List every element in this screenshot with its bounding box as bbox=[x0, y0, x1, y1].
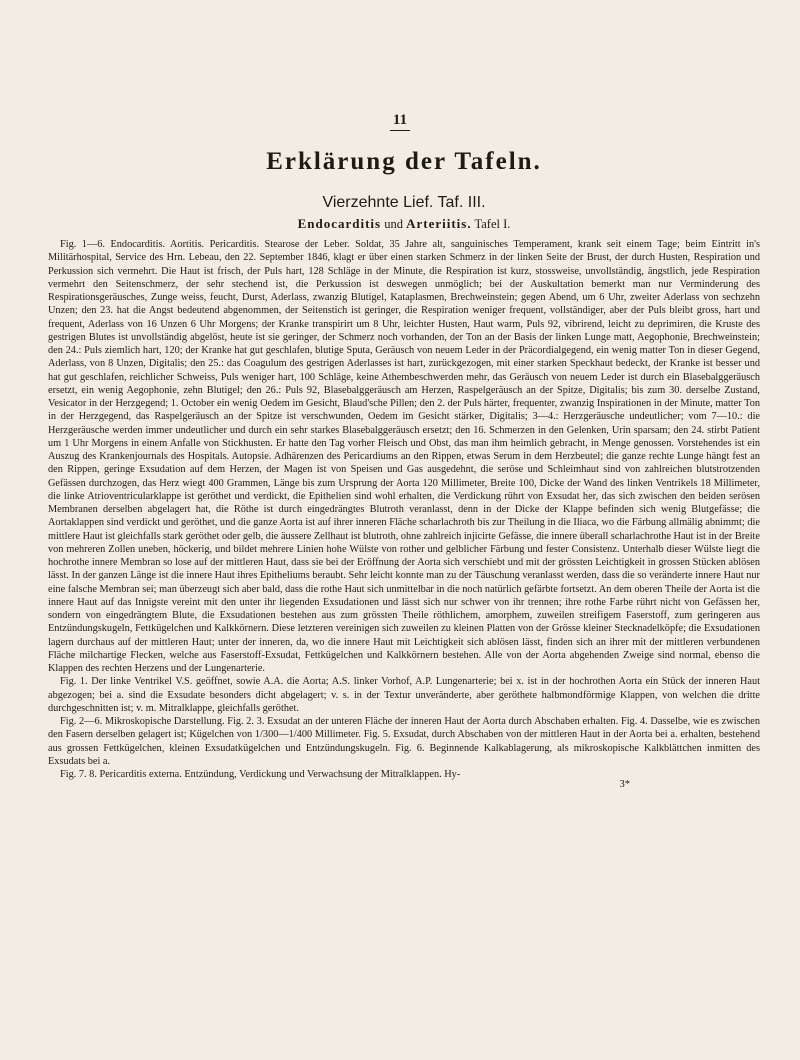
paragraph-fig2-6: Fig. 2—6. Mikroskopische Darstellung. Fig. 2. 3. Exsudat an der unteren Fläche der inneren Haut der Aorta durch Abschaben erhalten. Fig. 4. Dasselbe, wie es zwischen den Fasern derselben gelagert ist; Kügelchen von 1/300—1/400 Millimeter. Fig. 5. Exsudat, durch Abschaben von der mittleren Haut in der Aorta bei a. erhalten, bestehend aus grossen Fettkügelchen, kleinen Exsudatkügelchen und Entzündungskugeln. Fig. 6. Beginnende Kalkablagerung, als mikroskopische Kalkblättchen inmitten des Exsudats bei a. bbox=[48, 716, 760, 767]
lieferung-line: Vierzehnte Lief. Taf. III. bbox=[322, 194, 486, 211]
heading-part2: Arteriitis. bbox=[406, 216, 472, 231]
paragraph-fig1: Fig. 1. Der linke Ventrikel V.S. geöffnet, sowie A.A. die Aorta; A.S. linker Vorhof, A.P. Lungenarterie; bei x. ist in der hochrothen Aorta ein Stück der inneren Haut abgezogen; bei a. sind die Exsudate besonders dicht abgelagert; v. s. in der Textur unveränderte, aber geröthete halbmondförmige Klappen, von welchen die dritte durchgeschnitten ist; v. m. Mitralklappe, gleichfalls geröthet. bbox=[48, 676, 760, 714]
page-title: Erklärung der Tafeln. bbox=[266, 148, 542, 175]
page-number bbox=[0, 112, 800, 131]
heading-tafel: Tafel I. bbox=[474, 217, 511, 231]
body-text bbox=[48, 238, 760, 781]
page-number-text: 11 bbox=[392, 112, 408, 128]
section-heading bbox=[48, 216, 760, 232]
heading-part1: Endocarditis bbox=[297, 216, 382, 231]
page-number-rule bbox=[390, 130, 410, 131]
paragraph-main: Fig. 1—6. Endocarditis. Aortitis. Pericarditis. Stearose der Leber. Soldat, 35 Jahre alt, sanguinisches Temperament, krank seit einem Tage; beim Eintritt in's Militärhospital, Service des Hrn. Lebeau, den 22. September 1846, klagt er über einen starken Schmerz in der linken Seite der Brust, der durch Husten, Respiration und Perkussion sich vermehrt. Die Haut ist frisch, der Puls hart, 128 Schläge in der Minute, die Respiration ist kurz, stossweise, unvollständig, ängstlich, jede Respiration vermehrt den Seitenschmerz, der sehr stechend ist, die Perkussion ist deswegen unmöglich; bei der Auskultation bemerkt man nur Verminderung des Respirationsgeräusches, Zunge weiss, feucht, Durst, Aderlass, zwanzig Blutigel, Kataplasmen, Brechweinstein; gegen Abend, um 6 Uhr, zweiter Aderlass von sechzehn Unzen; den 23. hat die Angst bedeutend abgenommen, der Seitenstich ist geringer, die Respiration weniger frequent, vollständiger, aber der Puls bleibt gross, hart und frequent, Aderlass von 16 Unzen 6 Uhr Morgens; der Kranke transpirirt um 8 Uhr, leichter Husten, Haut warm, Puls 92, vibrirend, leicht zu deprimiren, die Kruste des gestrigen Blutes ist unvollständig abgelöst, heute ist sie geringer, der Schmerz noch vorhanden, der Ton an der Basis der linken Lunge matt, Aegophonie, Brechweinstein; den 24.: Puls ziemlich hart, 120; der Kranke hat gut geschlafen, blutige Sputa, Geräusch von neuem Leder in der Präcordialgegend, ein wenig matter Ton in dieser Gegend, Aderlass, von 8 Unzen, Digitalis; den 25.: das Coagulum des gestrigen Aderlasses ist hart, zurückgezogen, mit einer starken Speckhaut bedeckt, der Kranke ist besser und hat gut geschlafen, reichlicher Schweiss, Puls weniger hart, 100 Schläge, keine Athembeschwerden mehr, das Geräusch von neuem Leder ist durch ein Blasebalggeräusch ersetzt, ein wenig Aegophonie, zehn Blutigel; den 26.: Puls 92, Blasebalggeräusch am Herzen, Raspelgeräusch an der Spitze, Digitalis; bis zum 30. derselbe Zustand, Vesicator in der Herzgegend; 1. October ein wenig Oedem im Gesicht, Blaud'sche Pillen; den 2. der Puls härter, frequenter, zwanzig Inspirationen in der Minute, matter Ton in der Herzgegend, das Raspelgeräusch an der Spitze ist verschwunden, Oedem im Gesicht stärker, Digitalis; 3—4.: Herzgeräusche undeutlicher; vom 7—10.: die Herzgeräusche werden immer undeutlicher und durch ein sehr starkes Blasebalggeräusch ersetzt; den 16. Schmerzen in den Gelenken, Urin sparsam; den 24. stirbt Patient um 1 Uhr Morgens in einem Anfalle von Stickhusten. Er hatte den Tag vorher Fleisch und Obst, das man ihm heimlich gebracht, in Menge genossen. Vorstehendes ist ein Auszug des Krankenjournals des Hospitals. Autopsie. Adhärenzen des Pericardiums an den Rippen, etwas Serum in dem Herzbeutel; die ganze rechte Lunge hängt fest an den Rippen, geringe Exsudation auf dem Herzen, der Magen ist von Speisen und Gas ausgedehnt, die seröse und Schleimhaut sind von zahlreichen blutstrotzenden Gefässen durchzogen, das Herz wiegt 400 Grammen, Länge bis zum Ursprung der Aorta 120 Millimeter, Breite 100, Dicke der Wand des linken Ventrikels 18 Millimeter, die linke Atrioventricularklappe ist geröthet und verdickt, die Epithelien sind wohl erhalten, die Verdickung rührt von Exsudat her, das sich zwischen den beiden serösen Membranen derselben abgelagert hat, die Röthe ist durch eingedrängtes Blutroth veranlasst, denn in der Dicke der Klappe befinden sich wenig Blutgefässe; die Aortaklappen sind verdickt und geröthet, und die ganze Aorta ist auf ihrer inneren Fläche scharlachroth bis zur Theilung in die Iliaca, wo die Färbung allmälig abnimmt; die mittlere Haut ist gleichfalls stark geröthet oder gelb, die äussere Zellhaut ist blutroth, ohne zahlreich injicirte Gefässe, die innere überall scharlachrothe Haut ist in der Breite von mehreren Zollen uneben, höckerig, und bildet mehrere Linien hohe Wülste von rother und gelblicher Färbung und fester Consistenz. Unterhalb dieser Wülste liegt die hochrothe innere Membran so lose auf der mittleren Haut, dass sie bei der Eröffnung der Aorta sich verschiebt und mit der grössten Leichtigkeit in grossen Stücken ablösen lässt. In der ganzen Länge ist die innere Haut ihres Epitheliums beraubt. Sehr leicht konnte man zu der Täuschung veranlasst werden, dass die so veränderte innere Haut nur eine falsche Membran sei; man überzeugt sich aber bald, dass die rothe Haut sich unmittelbar in die noch natürlich gefärbte fortsetzt. An dem oberen Theile der Aorta ist die innere Haut auf das Innigste vereint mit den unter ihr liegenden Exsudationen und lässt sich nur schwer von ihr trennen; ihre rothe Farbe rührt nicht von Gefässen her, sondern von eingedrängtem Blute, die Exsudationen bestehen aus zum grössten Theile röthlichem, amorphem, zuweilen streifigem Faserstoff, zum geringeren aus Entzündungskugeln, Fettkügelchen und Kalkkörnern. Diese letzteren vereinigen sich zuweilen zu kleinen Platten von der Grösse kleiner Stecknadelköpfe; die Exsudationen lagern durchaus auf der mittleren Haut; unter der inneren, da, wo die innere Haut mit Leichtigkeit sich ablösen lässt, finden sich an ihrer mit der mittleren verbundenen Fläche milchartige Flecken, welche aus Faserstoff-Exsudat, Fettkügelchen und Kalkkörnern bestehen. Alle von der Aorta abgehenden Zweige sind normal, ebenso die Klappen des rechten Herzens und der Lungenarterie. bbox=[48, 239, 760, 674]
signature-mark: 3* bbox=[619, 779, 630, 791]
heading-connector: und bbox=[384, 217, 403, 231]
paragraph-fig7-8: Fig. 7. 8. Pericarditis externa. Entzündung, Verdickung und Verwachsung der Mitralklappen. Hy- bbox=[60, 769, 461, 780]
